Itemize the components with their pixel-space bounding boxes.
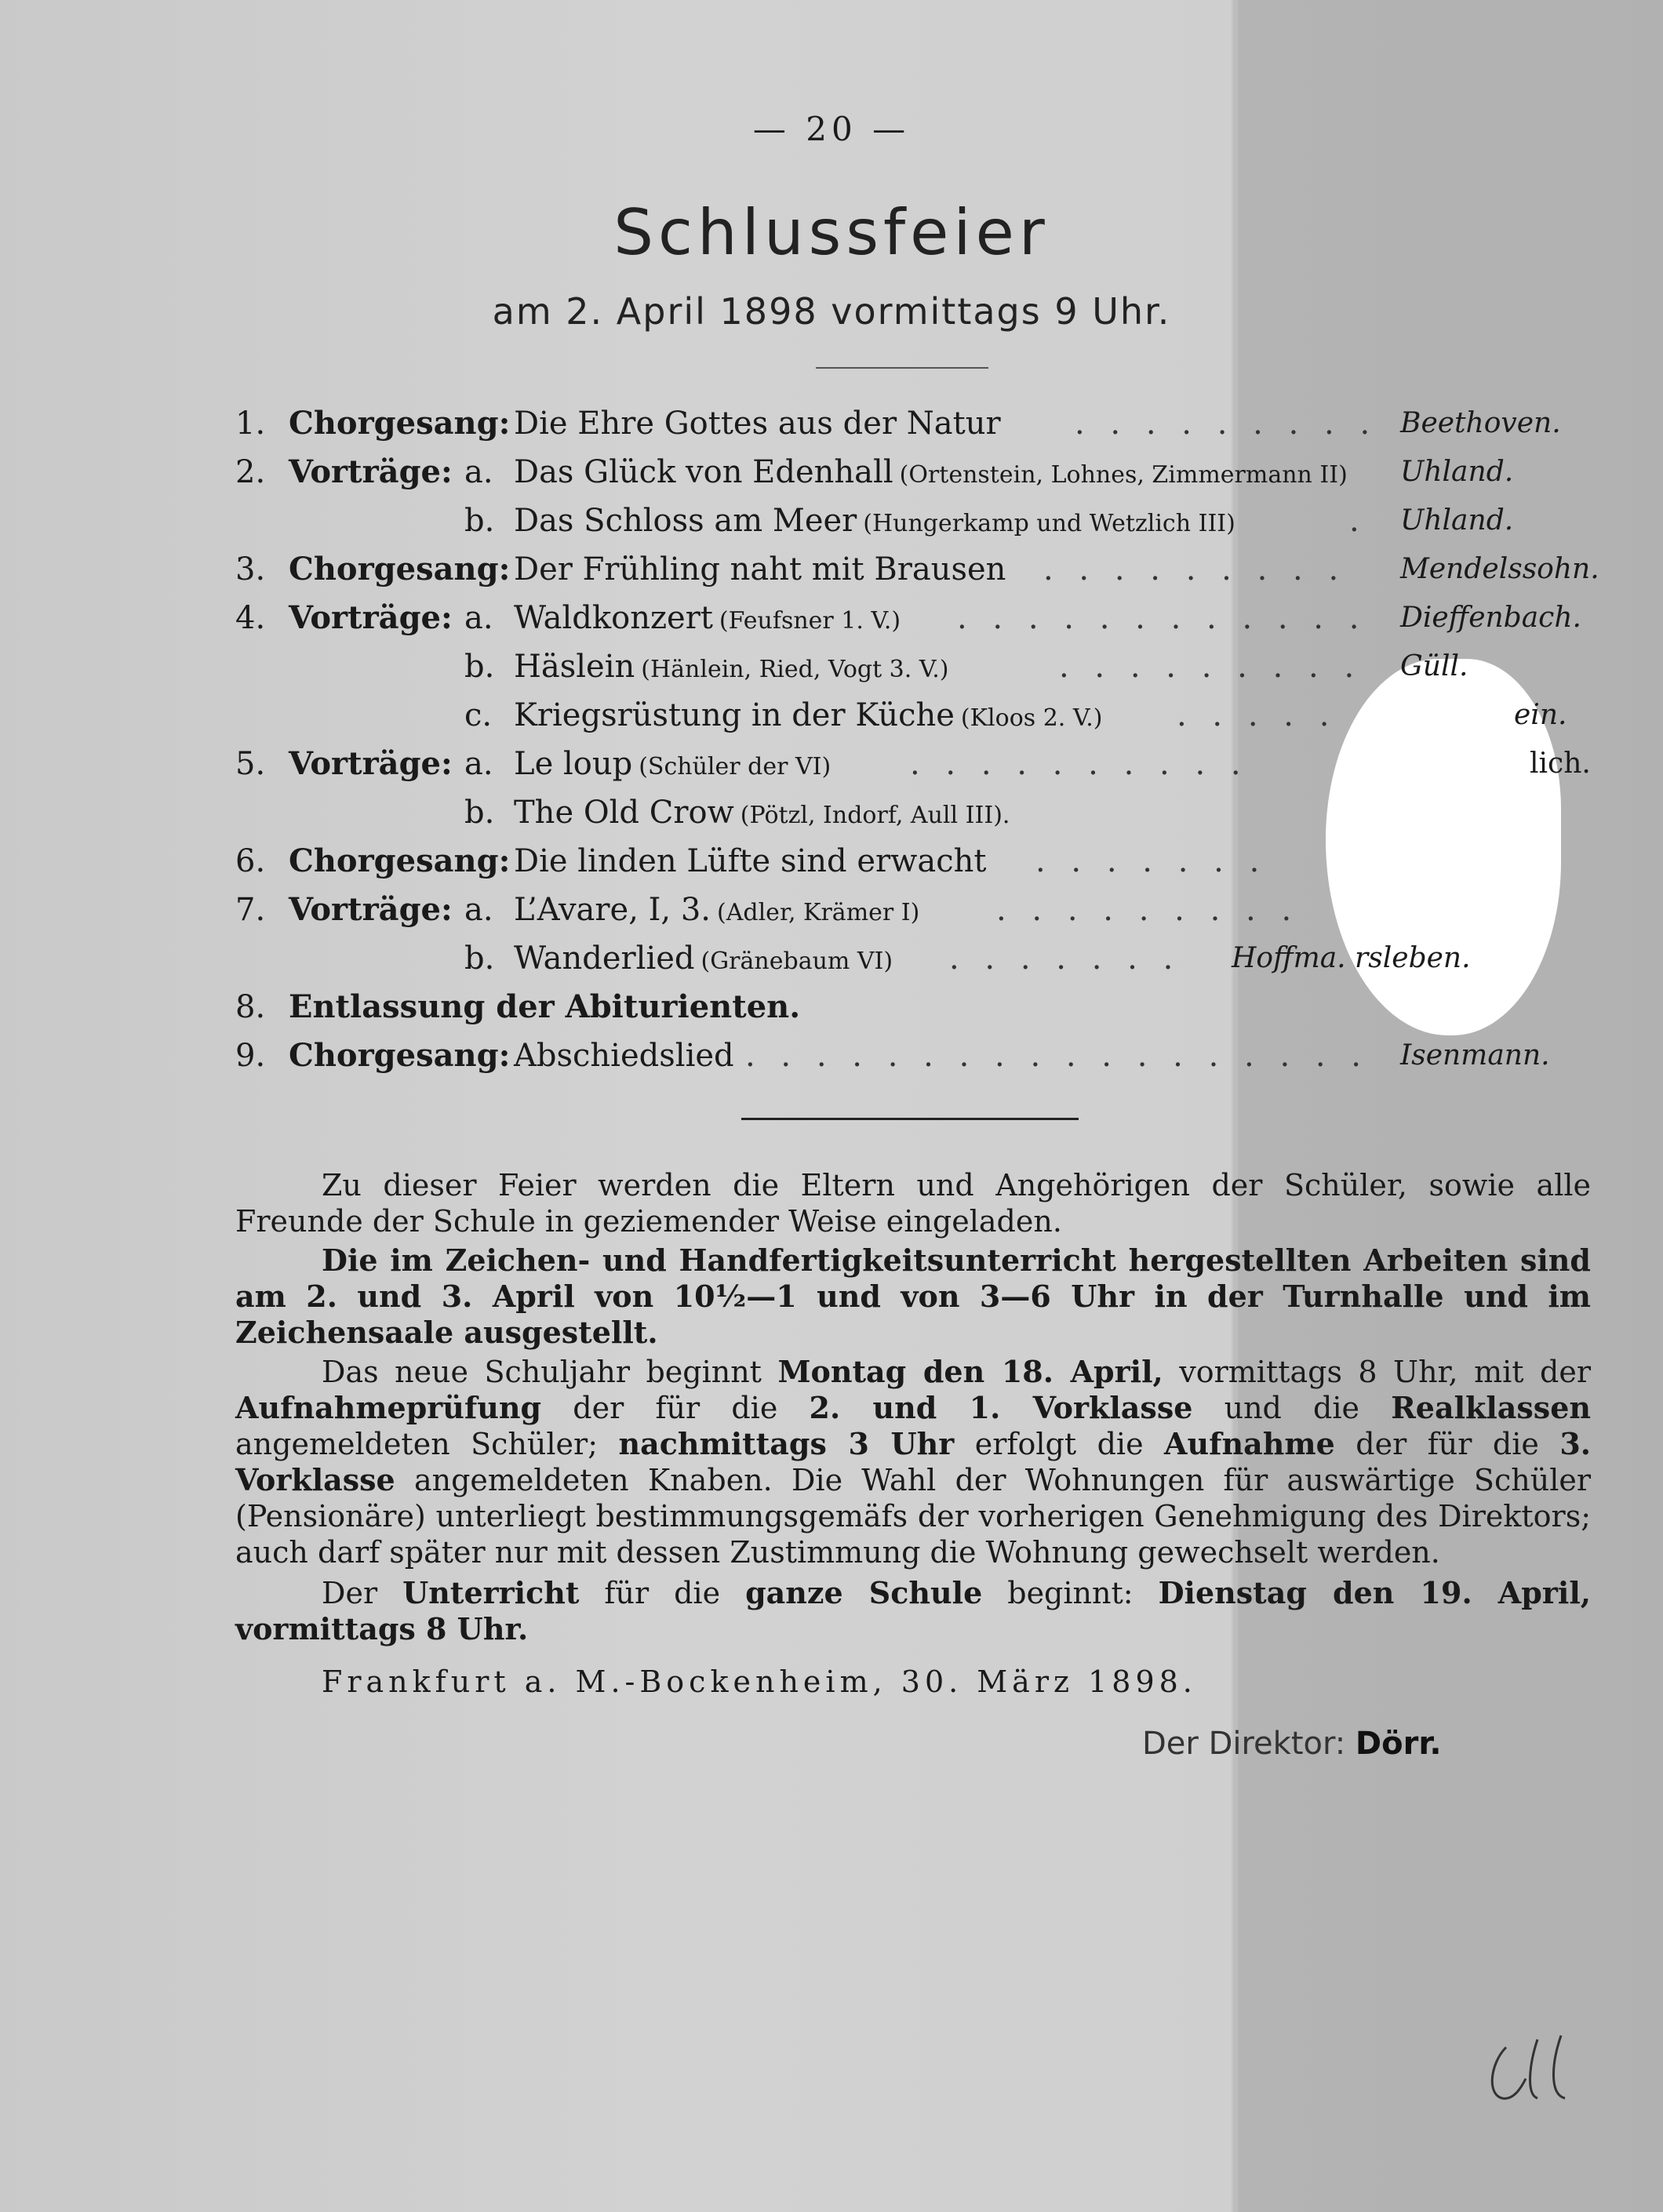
program-sub: a. [464, 746, 493, 782]
program-row: 6. Chorgesang: Die linden Lüfte sind erwacht . . . . . . . [0, 838, 1663, 885]
program-composer: Dieffenbach. [1400, 602, 1581, 634]
program-row: 3. Chorgesang: Der Frühling naht mit Brausen . . . . . . . . . Mendelssohn. [0, 546, 1663, 593]
program-category: Chorgesang: [289, 551, 511, 588]
program-number: 1. [235, 406, 266, 442]
program-category: Vorträge: [289, 745, 453, 782]
program-category: Chorgesang: [289, 405, 511, 442]
program-piece: Die Ehre Gottes aus der Natur [514, 406, 1001, 442]
program-piece: Die linden Lüfte sind erwacht [514, 843, 987, 879]
program-category: Chorgesang: [289, 842, 511, 879]
program-sub: b. [464, 795, 495, 831]
program-sub: b. [464, 649, 495, 685]
program-row: 9. Chorgesang: Abschiedslied . . . . . . . . . . . . . . . . . . Isenmann. [0, 1032, 1663, 1079]
program-row: 5. Vorträge: a. Le loup (Schüler der VI) . . . . . . . . . . lich. [0, 740, 1663, 788]
program-piece: Waldkonzert (Feufsner 1. V.) [514, 600, 901, 636]
notice-invitation: Zu dieser Feier werden die Eltern und Angehörigen der Schüler, sowie alle Freunde der Schule in geziemender Weise eingeladen. [235, 1168, 1591, 1239]
program-row: 4. Vorträge: a. Waldkonzert (Feufsner 1. V.) . . . . . . . . . . . . Dieffenbach. [0, 595, 1663, 642]
program-piece: Le loup (Schüler der VI) [514, 746, 832, 782]
director-signoff: Der Direktor: Dörr. [1142, 1726, 1442, 1762]
program-piece: Abschiedslied [514, 1038, 734, 1074]
program-composer: ein. [1514, 699, 1567, 731]
program-piece: Wanderlied (Gränebaum VI) [514, 940, 893, 977]
program-sub: a. [464, 600, 493, 636]
program-row [0, 789, 1663, 836]
program-sub: a. [464, 892, 493, 928]
program-piece: L’Avare, I, 3. (Adler, Krämer I) [514, 892, 920, 928]
program-row: 1. Chorgesang: Die Ehre Gottes aus der Natur . . . . . . . . . Beethoven. [0, 400, 1663, 447]
program-number: 8. [235, 989, 266, 1025]
program-piece: Häslein (Hänlein, Ried, Vogt 3. V.) [514, 649, 949, 685]
program-row [0, 449, 1663, 496]
program-piece: The Old Crow (Pötzl, Indorf, Aull III). [514, 795, 1010, 831]
program-category: Vorträge: [289, 599, 453, 636]
program-category: Vorträge: [289, 453, 453, 490]
program-number: 6. [235, 843, 266, 879]
program-category: Entlassung der Abiturienten. [289, 988, 801, 1025]
program-number: 3. [235, 551, 266, 588]
program-composer: Hoffma. rsleben. [1232, 942, 1471, 974]
notice-classes-start: Der Unterricht für die ganze Schule beginnt: Dienstag den 19. April, vormittags 8 Uhr. [235, 1575, 1591, 1646]
handwritten-mark [1483, 2032, 1585, 2110]
program-category: Vorträge: [289, 891, 453, 928]
program-sub: b. [464, 940, 495, 977]
program-row: b. Häslein (Hänlein, Ried, Vogt 3. V.) . . . . . . . . . Güll. [0, 643, 1663, 690]
program-sub: b. [464, 503, 495, 539]
program-composer: Mendelssohn. [1400, 553, 1599, 585]
notice-school-year: Das neue Schuljahr beginnt Montag den 18. April, vormittags 8 Uhr, mit der Aufnahmeprüfung der für die 2. und 1. Vorklasse und die Realklassen angemeldeten Schüler; nachmittags 3 Uhr erfolgt die Aufnahme der für die 3. Vorklasse angemeldeten Knaben. Die Wahl der Wohnungen für auswärtige Schüler (Pensionäre) unterliegt bestimmungsgemäfs der vorherigen Genehmigung des Direktors; auch darf später nur mit dessen Zustimmung die Wohnung gewechselt werden. [235, 1354, 1591, 1570]
program-number: 9. [235, 1038, 266, 1074]
title-divider [816, 367, 988, 369]
program-row: 7. Vorträge: a. L’Avare, I, 3. (Adler, Krämer I) . . . . . . . . . [0, 886, 1663, 933]
program-piece: Der Frühling naht mit Brausen [514, 551, 1006, 588]
program-category: Chorgesang: [289, 1037, 511, 1074]
section-divider [741, 1118, 1079, 1120]
page-number: — 20 — [752, 110, 911, 148]
program-row: b. Das Schloss am Meer (Hungerkamp und Wetzlich III) . Uhland. [0, 497, 1663, 544]
program-number: 2. [235, 454, 266, 490]
program-number: 5. [235, 746, 266, 782]
program-composer: Uhland. [1400, 456, 1514, 488]
program-sub: a. [464, 454, 493, 490]
program-piece: Das Schloss am Meer (Hungerkamp und Wetzlich III) [514, 503, 1235, 539]
notice-exhibition: Die im Zeichen- und Handfertigkeitsunterricht hergestellten Arbeiten sind am 2. und 3. April von 10½—1 und von 3—6 Uhr in der Turnhalle und im Zeichensaale ausgestellt. [235, 1242, 1591, 1350]
program-row: c. Kriegsrüstung in der Küche (Kloos 2. V.) . . . . . ein. [0, 692, 1663, 739]
program-sub: c. [464, 697, 493, 733]
program-composer: Güll. [1400, 650, 1468, 682]
program-piece: Das Glück von Edenhall (Ortenstein, Lohnes, Zimmermann II) [514, 454, 1348, 490]
program-row: b. Wanderlied (Gränebaum VI) . . . . . . . Hoffma. rsleben. [0, 935, 1663, 982]
program-composer: Uhland. [1400, 504, 1514, 537]
program-piece: Kriegsrüstung in der Küche (Kloos 2. V.) [514, 697, 1103, 733]
place-date: Frankfurt a. M.-Bockenheim, 30. März 1898. [322, 1664, 1197, 1699]
program-row [0, 984, 1663, 1031]
program-number: 7. [235, 892, 266, 928]
program-composer: Beethoven. [1400, 407, 1561, 439]
program-composer: lich. [1530, 748, 1591, 780]
page-subtitle: am 2. April 1898 vormittags 9 Uhr. [492, 290, 1171, 333]
program-composer: Isenmann. [1400, 1039, 1550, 1071]
page-title: Schlussfeier [613, 196, 1050, 269]
program-number: 4. [235, 600, 266, 636]
